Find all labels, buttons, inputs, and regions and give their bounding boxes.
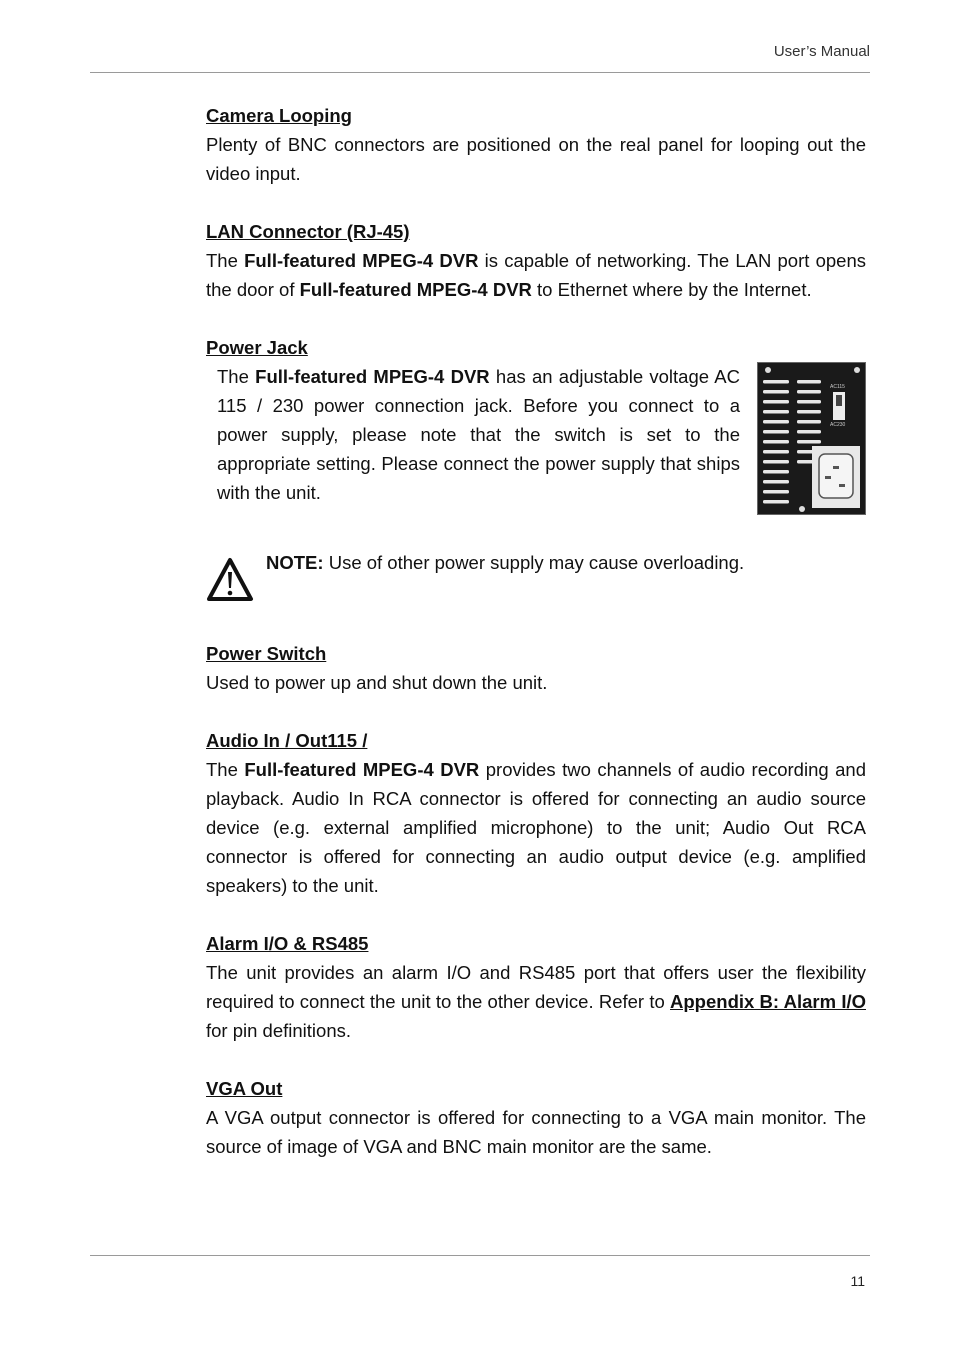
page-content — [206, 101, 866, 1161]
section-heading: VGA Out — [206, 1078, 283, 1099]
section-heading: Camera Looping — [206, 105, 352, 126]
section-body — [206, 958, 866, 1045]
section-power-switch — [206, 639, 866, 697]
text-run: for pin definitions. — [206, 1020, 352, 1041]
power-panel-image — [757, 362, 866, 515]
panel-label-ac230: AC230 — [830, 422, 846, 428]
product-name: Full-featured MPEG-4 DVR — [299, 279, 532, 300]
section-body — [206, 246, 866, 304]
section-body: Used to power up and shut down the unit. — [206, 672, 548, 693]
text-run: has an adjustable voltage AC 115 / 230 power connection jack. Before you connect to a power supply, please note that the switch is set to the appropriate setting. Please connect the power supply that ships with the unit. — [217, 366, 740, 503]
product-name: Full-featured MPEG-4 DVR — [244, 250, 479, 271]
text-run: Use of other power supply may cause overloading. — [323, 552, 745, 573]
product-name: Full-featured MPEG-4 DVR — [255, 366, 490, 387]
section-camera-looping — [206, 101, 866, 188]
product-name: Full-featured MPEG-4 DVR — [244, 759, 480, 780]
section-lan-connector — [206, 217, 866, 304]
note-label: NOTE: — [266, 552, 324, 573]
section-alarm — [206, 929, 866, 1045]
page-header-title: User’s Manual — [773, 43, 870, 60]
section-heading: Audio In / Out115 / — [206, 730, 368, 751]
section-body: A VGA output connector is offered for connecting to a VGA main monitor. The source of image of VGA and BNC main monitor are the same. — [206, 1107, 866, 1157]
note-text — [266, 548, 744, 577]
section-heading: LAN Connector (RJ-45) — [206, 221, 410, 242]
footer-divider — [90, 1255, 870, 1256]
section-body — [206, 755, 866, 900]
text-run: The — [217, 366, 256, 387]
appendix-b-link[interactable]: Appendix B: Alarm I/O — [670, 991, 866, 1012]
text-run: to Ethernet where by the Internet. — [531, 279, 812, 300]
text-run: The unit provides an alarm I/O and RS485 port that offers user the flexibility required to connect the unit to the other device. Refer to — [206, 962, 866, 1012]
section-vga-out — [206, 1074, 866, 1161]
text-run: The — [206, 250, 245, 271]
note-callout — [206, 552, 866, 603]
section-audio — [206, 726, 866, 900]
section-heading: Alarm I/O & RS485 — [206, 933, 369, 954]
panel-label-ac115: AC115 — [830, 384, 845, 390]
page-number: 11 — [850, 1273, 865, 1289]
text-run: is capable of networking. The LAN port opens the door of — [206, 250, 866, 300]
header-divider — [90, 72, 870, 73]
warning-icon — [206, 557, 254, 603]
section-heading: Power Jack — [206, 337, 308, 358]
text-run: provides two channels of audio recording and playback. Audio In RCA connector is offered for connecting an audio source device (e.g. external amplified microphone) to the unit; Audio Out RCA connector is offered for connecting an audio output device (e.g. amplified speakers) to the unit. — [206, 759, 866, 896]
section-body — [217, 362, 740, 507]
section-heading: Power Switch — [206, 643, 327, 664]
section-power-jack — [206, 333, 866, 515]
section-body: Plenty of BNC connectors are positioned on the real panel for looping out the video input. — [206, 134, 866, 184]
text-run: The — [206, 759, 245, 780]
